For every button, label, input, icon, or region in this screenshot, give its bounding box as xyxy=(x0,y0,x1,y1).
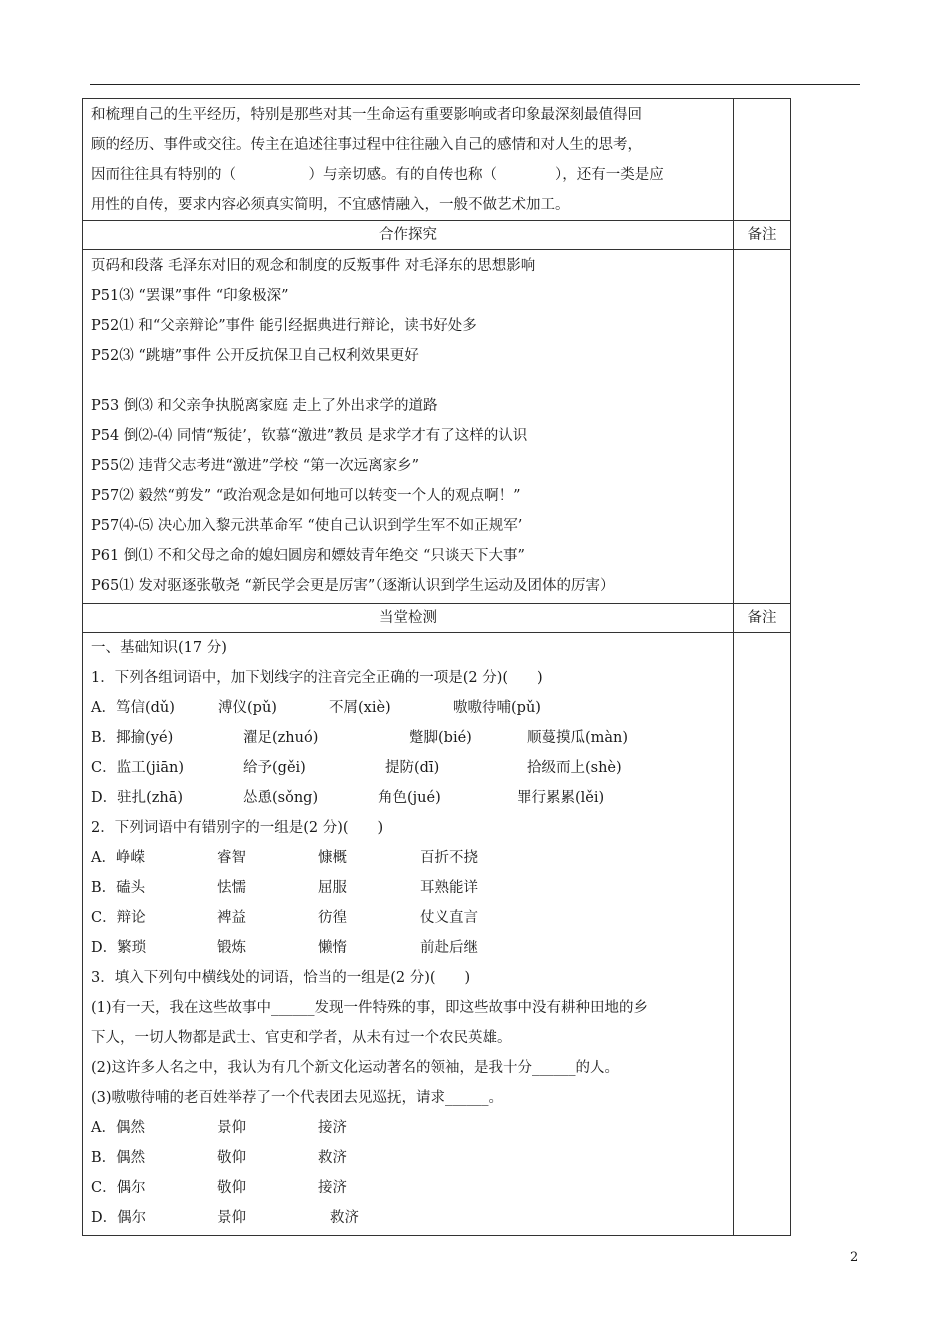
intro-note-cell xyxy=(734,99,791,221)
q3-sentence: (3)嗷嗷待哺的老百姓举荐了一个代表团去见巡抚，请求______。 xyxy=(91,1090,504,1106)
q3-option-cell: 救济 xyxy=(318,1150,347,1166)
q1-option-cell: 角色(jué) xyxy=(378,790,441,806)
section2-header-row xyxy=(83,604,791,633)
q1-option-cell: A．笃信(dǔ) xyxy=(91,700,175,716)
question-1-stem: 1．下列各组词语中，加下划线字的注音完全正确的一项是(2 分)( ) xyxy=(91,670,543,686)
q3-option-d xyxy=(91,1203,733,1233)
intro-line: 和梳理自己的生平经历，特别是那些对其一生命运有重要影响或者印象最深刻最值得回 xyxy=(91,107,642,123)
intro-line: 用性的自传，要求内容必须真实简明，不宜感情融入，一般不做艺术加工。 xyxy=(91,197,570,213)
q1-option-cell: 顺蔓摸瓜(màn) xyxy=(527,730,629,746)
worksheet-table xyxy=(82,98,791,1236)
q3-sentence: (2)这许多人名之中，我认为有几个新文化运动著名的领袖，是我十分______的人。 xyxy=(91,1060,620,1076)
q1-option-cell: 嗷嗷待哺(pǔ) xyxy=(453,700,541,716)
q1-option-cell: 罪行累累(lěi) xyxy=(517,790,605,806)
q2-option-cell: 仗义直言 xyxy=(420,910,478,926)
q2-option-a xyxy=(91,843,733,873)
q3-option-cell: A．偶然 xyxy=(91,1120,145,1136)
q3-sentence: (1)有一天，我在这些故事中______发现一件特殊的事，即这些故事中没有耕种田地的乡 xyxy=(91,1000,649,1016)
q1-option-cell: 溥仪(pǔ) xyxy=(218,700,277,716)
q1-option-cell: 濯足(zhuó) xyxy=(243,730,319,746)
section1-header-row xyxy=(83,221,791,250)
section2-body-row xyxy=(83,633,791,1236)
q2-option-cell: B．磕头 xyxy=(91,880,146,896)
header-rule xyxy=(90,84,860,85)
section1-note-label: 备注 xyxy=(747,227,777,243)
q2-option-cell: 彷徨 xyxy=(318,910,347,926)
explore-line: 页码和段落 毛泽东对旧的观念和制度的反叛事件 对毛泽东的思想影响 xyxy=(91,258,536,274)
q3-option-cell: B．偶然 xyxy=(91,1150,146,1166)
explore-line: P57⑵ 毅然“剪发” “政治观念是如何地可以转变一个人的观点啊！” xyxy=(91,488,521,504)
q2-option-cell: 锻炼 xyxy=(217,940,246,956)
section2-title: 当堂检测 xyxy=(379,610,437,626)
section2-body xyxy=(83,633,734,1236)
q3-option-cell: D．偶尔 xyxy=(91,1210,147,1226)
q2-option-cell: D．繁琐 xyxy=(91,940,147,956)
q3-option-c xyxy=(91,1173,733,1203)
explore-line: P61 倒⑴ 不和父母之命的媳妇圆房和嫖妓青年绝交 “只谈天下大事” xyxy=(91,548,525,564)
section1-title: 合作探究 xyxy=(379,227,437,243)
explore-line: P55⑵ 违背父志考进“激进”学校 “第一次远离家乡” xyxy=(91,458,420,474)
q2-option-cell: 屈服 xyxy=(318,880,347,896)
section2-note-cell xyxy=(734,633,791,1236)
q1-option-cell: B．揶揄(yé) xyxy=(91,730,174,746)
page-number: 2 xyxy=(850,1250,859,1265)
q2-option-cell: 睿智 xyxy=(217,850,246,866)
q1-option-cell: 怂恿(sǒng) xyxy=(243,790,319,806)
section2-note-label: 备注 xyxy=(747,610,777,626)
q3-option-b xyxy=(91,1143,733,1173)
q2-option-cell: 怯懦 xyxy=(217,880,246,896)
q2-option-cell: 慷概 xyxy=(318,850,347,866)
q2-option-cell: 耳熟能详 xyxy=(420,880,478,896)
explore-line: P53 倒⑶ 和父亲争执脱离家庭 走上了外出求学的道路 xyxy=(91,398,438,414)
q1-option-cell: 不屑(xiè) xyxy=(329,700,391,716)
q1-option-cell: 拾级而上(shè) xyxy=(527,760,622,776)
section-heading: 一、基础知识(17 分) xyxy=(91,640,227,656)
q3-sentence: 下人，一切人物都是武士、官吏和学者，从未有过一个农民英雄。 xyxy=(91,1030,512,1046)
section1-body xyxy=(83,250,734,604)
q2-option-cell: C．辩论 xyxy=(91,910,146,926)
q1-option-cell: C．监工(jiān) xyxy=(91,760,185,776)
q2-option-cell: 前赴后继 xyxy=(420,940,478,956)
q2-option-cell: 懒惰 xyxy=(318,940,347,956)
question-2-stem: 2．下列词语中有错别字的一组是(2 分)( ) xyxy=(91,820,384,836)
explore-line: P52⑶ “跳塘”事件 公开反抗保卫自己权利效果更好 xyxy=(91,348,419,364)
q1-option-c xyxy=(91,753,733,783)
explore-line: P65⑴ 发对驱逐张敬尧 “新民学会更是厉害”（逐渐认识到学生运动及团体的厉害） xyxy=(91,578,615,594)
question-3-stem: 3．填入下列句中横线处的词语，恰当的一组是(2 分)( ) xyxy=(91,970,471,986)
q1-option-cell: 提防(dī) xyxy=(385,760,440,776)
q1-option-cell: 蹩脚(bié) xyxy=(409,730,472,746)
q1-option-a xyxy=(91,693,733,723)
intro-line: 顾的经历、事件或交往。传主在追述往事过程中往往融入自己的感情和对人生的思考， xyxy=(91,137,642,153)
q3-option-cell: 敬仰 xyxy=(217,1150,246,1166)
q3-option-cell: 救济 xyxy=(330,1210,359,1226)
intro-row xyxy=(83,99,791,221)
q2-option-cell: 百折不挠 xyxy=(420,850,478,866)
q3-option-cell: 接济 xyxy=(318,1120,347,1136)
q3-option-cell: 景仰 xyxy=(217,1210,246,1226)
q3-option-cell: 敬仰 xyxy=(217,1180,246,1196)
q2-option-cell: A．峥嵘 xyxy=(91,850,145,866)
q2-option-b xyxy=(91,873,733,903)
q3-option-cell: C．偶尔 xyxy=(91,1180,146,1196)
explore-line: P54 倒⑵-⑷ 同情“叛徒’，钦慕“激进”教员 是求学才有了这样的认识 xyxy=(91,428,528,444)
q3-option-a xyxy=(91,1113,733,1143)
q3-option-cell: 接济 xyxy=(318,1180,347,1196)
q2-option-cell: 裨益 xyxy=(217,910,246,926)
q3-option-cell: 景仰 xyxy=(217,1120,246,1136)
q2-option-d xyxy=(91,933,733,963)
q1-option-b xyxy=(91,723,733,753)
q1-option-cell: D．驻扎(zhā) xyxy=(91,790,184,806)
explore-line: P52⑴ 和“父亲辩论”事件 能引经据典进行辩论，读书好处多 xyxy=(91,318,477,334)
section1-body-row xyxy=(83,250,791,604)
q2-option-c xyxy=(91,903,733,933)
blank-line xyxy=(91,371,733,391)
intro-line: 因而往往具有特别的（ ）与亲切感。有的自传也称（ ），还有一类是应 xyxy=(91,167,664,183)
q1-option-cell: 给予(gěi) xyxy=(243,760,306,776)
explore-line: P51⑶ “罢课”事件 “印象极深” xyxy=(91,288,289,304)
section1-note-cell xyxy=(734,250,791,604)
explore-line: P57⑷-⑸ 决心加入黎元洪革命军 “使自己认识到学生军不如正规军’ xyxy=(91,518,523,534)
intro-cell xyxy=(83,99,734,221)
q1-option-d xyxy=(91,783,733,813)
